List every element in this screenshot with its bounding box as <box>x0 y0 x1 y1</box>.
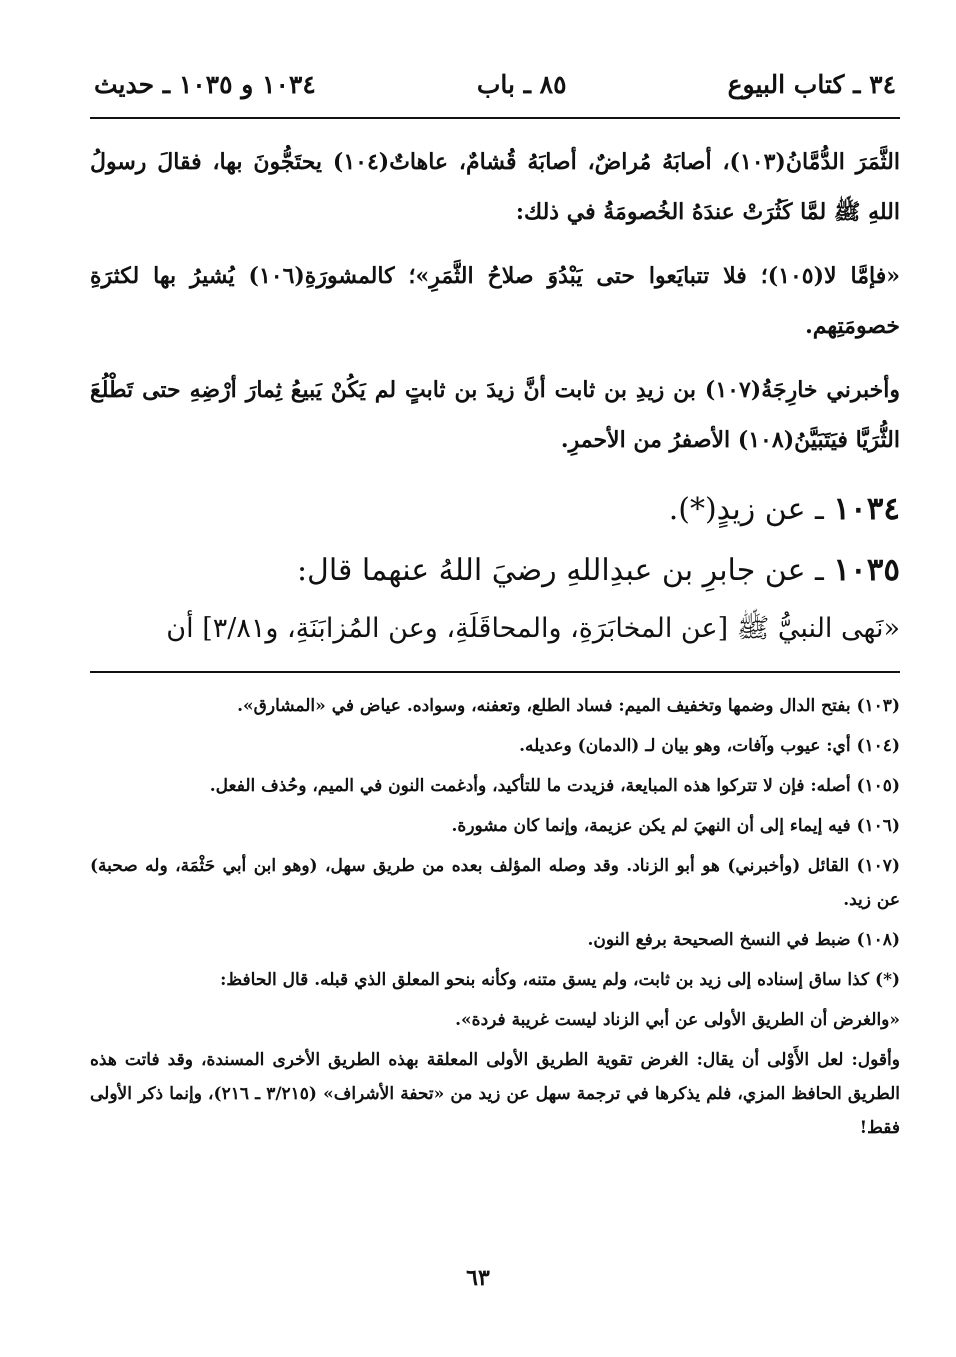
footnote-104: (١٠٤) أي: عيوب وآفات، وهو بيان لـ (الدمان) وعديله. <box>519 736 900 756</box>
header-chapter: ٨٥ ـ باب <box>476 70 567 99</box>
header-divider <box>90 117 900 119</box>
header-book-title: ٣٤ ـ كتاب البيوع <box>727 70 896 99</box>
paragraph-3: وأخبرني خارِجَةُ(١٠٧) بن زيدِ بن ثابت أنَّ زيدَ بن ثابتٍ لم يَكُنْ يَبيعُ ثِمارَ أرْضِهِ حتى تَطْلُعَ الثُّرَيَّا فيَتَبَيَّنُ(١٠٨) الأصفرُ من الأحمرِ. <box>90 377 901 453</box>
hadith-1035-quote: «نَهى النبيُّ ﷺ [عن المخابَرَةِ، والمحاقَلَةِ، وعن المُزابَنَةِ، و٣/٨١] أن <box>166 613 900 644</box>
footnotes <box>90 689 900 1145</box>
hadith-number-1035: ١٠٣٥ <box>833 552 900 588</box>
footnote-asterisk: (*) كذا ساق إسناده إلى زيد بن ثابت، ولم يسق متنه، وكأنه بنحو المعلق الذي قبله. قال الحافظ: <box>220 970 900 990</box>
footnote-quote: «والغرض أن الطريق الأولى عن أبي الزناد ليست غريبة فردة». <box>455 1010 900 1030</box>
footnote-106: (١٠٦) فيه إيماء إلى أن النهيَ لم يكن عزيمة، وإنما كان مشورة. <box>451 816 900 836</box>
hadith-text-1035: ـ عن جابرِ بن عبدِاللهِ رضيَ اللهُ عنهما قال: <box>296 553 824 588</box>
book-page <box>90 70 900 1151</box>
footnote-divider <box>90 671 900 673</box>
footnote-103: (١٠٣) بفتح الدال وضمها وتخفيف الميم: فساد الطلع، وتعفنه، وسواده. عياض في «المشارق». <box>237 696 900 716</box>
running-header <box>90 70 900 117</box>
main-text <box>90 137 900 465</box>
hadith-1034 <box>90 479 900 540</box>
header-hadith-range: ١٠٣٤ و ١٠٣٥ ـ حديث <box>94 70 316 99</box>
hadith-text-1034: ـ عن زيدٍ(*). <box>668 492 824 527</box>
paragraph-2: «فإمَّا لا(١٠٥)؛ فلا تتبايَعوا حتى يَبْدُوَ صلاحُ الثَّمَرِ»؛ كالمشورَةِ(١٠٦) يُشيرُ بها لكثرَةِ خصومَتِهم. <box>90 263 900 339</box>
footnote-107: (١٠٧) القائل (وأخبرني) هو أبو الزناد. وقد وصله المؤلف بعده من طريق سهل، (وهو ابن أبي حَثْمَة، وله صحبة) عن زيد. <box>90 856 900 910</box>
footnote-comment: وأقول: لعل الأَوْلى أن يقال: الغرض تقوية الطريق الأولى المعلقة بهذه الطريق الأخرى المسندة، وقد فاتت هذه الطريق الحافظ المزي، فلم يذكرها في ترجمة سهل عن زيد من «تحفة الأشراف» (٣/٢١٥ ـ ٢١٦)، وإنما ذكر الأولى فقط! <box>90 1050 900 1138</box>
paragraph-1: الثَّمَرَ الدُّمَّانُ(١٠٣)، أصابَهُ مُراضٌ، أصابَهُ قُشامٌ، عاهاتٌ(١٠٤) يحتَجُّونَ بها، فقالَ رسولُ اللهِ ﷺ لمَّا كَثُرَتْ عندَهُ الخُصومَةُ في ذلك: <box>90 149 900 225</box>
footnote-105: (١٠٥) أصله: فإن لا تتركوا هذه المبايعة، فزيدت ما للتأكيد، وأدغمت النون في الميم، وحُذف الفعل. <box>209 776 900 796</box>
footnote-108: (١٠٨) ضبط في النسخ الصحيحة برفع النون. <box>587 930 900 950</box>
hadith-1035 <box>90 540 900 601</box>
hadith-number-1034: ١٠٣٤ <box>833 491 900 527</box>
page-number: ٦٣ <box>466 1265 490 1291</box>
